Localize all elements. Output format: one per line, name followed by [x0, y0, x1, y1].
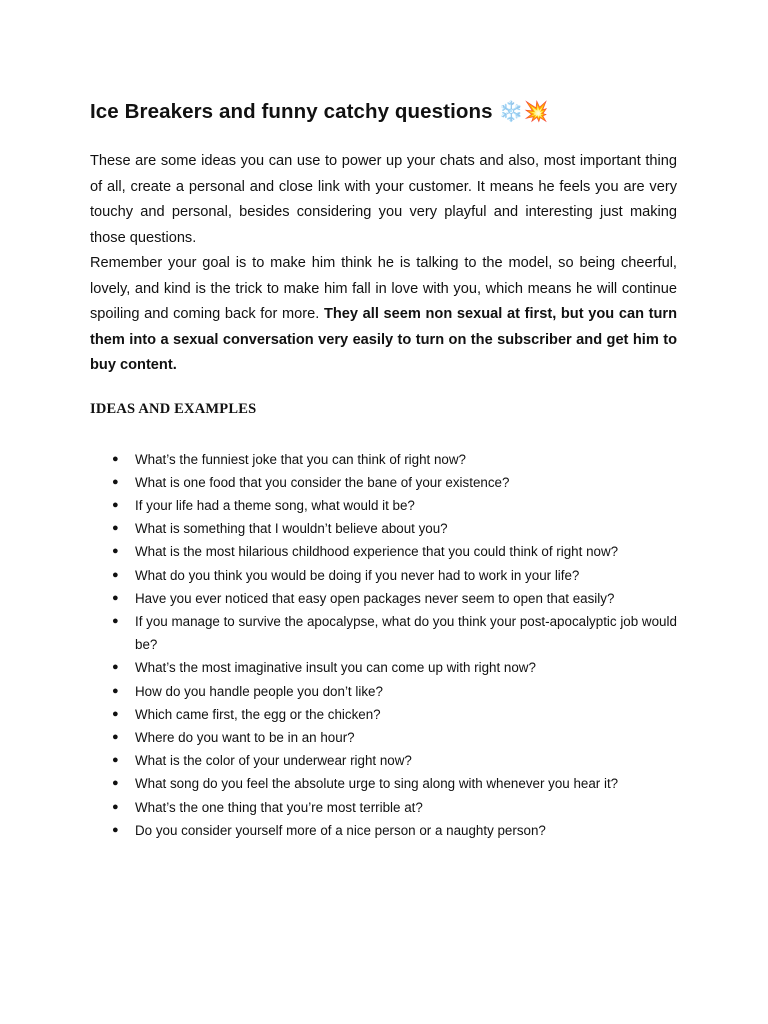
bullet-icon: ● [112, 661, 119, 674]
question-text: Have you ever noticed that easy open packages never seem to open that easily? [135, 590, 615, 606]
list-item [90, 471, 677, 494]
question-text: What is something that I wouldn’t believe about you? [135, 521, 448, 537]
snowflake-collision-emoji-icon: ❄️💥 [498, 99, 549, 123]
bullet-icon: ● [112, 707, 119, 720]
question-text: What’s the most imaginative insult you can come up with right now? [135, 660, 536, 676]
question-text: What do you think you would be doing if you never had to work in your life? [135, 567, 580, 583]
question-text: If your life had a theme song, what would it be? [135, 497, 415, 513]
list-item [90, 819, 677, 842]
question-text: Where do you want to be in an hour? [135, 729, 355, 745]
list-item [90, 564, 677, 587]
goal-paragraph [90, 251, 677, 379]
bullet-icon: ● [112, 730, 119, 743]
document-page [90, 96, 677, 842]
bullet-icon: ● [112, 614, 119, 627]
bullet-icon: ● [112, 800, 119, 813]
list-item [90, 587, 677, 610]
list-item [90, 726, 677, 749]
question-text: If you manage to survive the apocalypse, what do you think your post-apocalyptic job would be? [135, 613, 677, 653]
questions-list [90, 448, 677, 842]
bullet-icon: ● [112, 777, 119, 790]
list-item [90, 448, 677, 471]
list-item [90, 703, 677, 726]
bullet-icon: ● [112, 823, 119, 836]
list-item [90, 494, 677, 517]
list-item [90, 656, 677, 679]
question-text: What is the most hilarious childhood experience that you could think of right now? [135, 544, 619, 560]
bullet-icon: ● [112, 684, 119, 697]
title-text: Ice Breakers and funny catchy questions [90, 100, 493, 123]
list-item [90, 517, 677, 540]
question-text: Do you consider yourself more of a nice person or a naughty person? [135, 822, 546, 838]
bullet-icon: ● [112, 452, 119, 465]
section-heading: IDEAS AND EXAMPLES [90, 400, 257, 417]
question-text: What’s the one thing that you’re most terrible at? [135, 799, 423, 815]
list-item [90, 610, 677, 656]
page-title [90, 96, 677, 127]
bullet-icon: ● [112, 498, 119, 511]
question-text: Which came first, the egg or the chicken? [135, 706, 381, 722]
goal-paragraph-bold-text: They all seem non sexual at first, but you can turn them into a sexual conversation very easily to turn on the subscriber and get him to buy content. [90, 306, 677, 373]
list-item [90, 796, 677, 819]
goal-paragraph-text: Remember your goal is to make him think he is talking to the model, so being cheerful, lovely, and kind is the trick to make him fall in love with you, which means he will continue spoiling and coming back for more. [90, 255, 677, 322]
bullet-icon: ● [112, 475, 119, 488]
question-text: What’s the funniest joke that you can think of right now? [135, 451, 466, 467]
intro-paragraph: These are some ideas you can use to power up your chats and also, most important thing of all, create a personal and close link with your customer. It means he feels you are very touchy and personal, besides considering you very playful and interesting just making those questions. [90, 153, 677, 246]
list-item [90, 680, 677, 703]
question-text: What is the color of your underwear right now? [135, 753, 412, 769]
question-text: How do you handle people you don’t like? [135, 683, 383, 699]
bullet-icon: ● [112, 591, 119, 604]
list-item [90, 540, 677, 563]
list-item [90, 749, 677, 772]
question-text: What song do you feel the absolute urge to sing along with whenever you hear it? [135, 776, 619, 792]
question-text: What is one food that you consider the bane of your existence? [135, 474, 510, 490]
bullet-icon: ● [112, 522, 119, 535]
bullet-icon: ● [112, 545, 119, 558]
bullet-icon: ● [112, 568, 119, 581]
list-item [90, 772, 677, 795]
bullet-icon: ● [112, 754, 119, 767]
